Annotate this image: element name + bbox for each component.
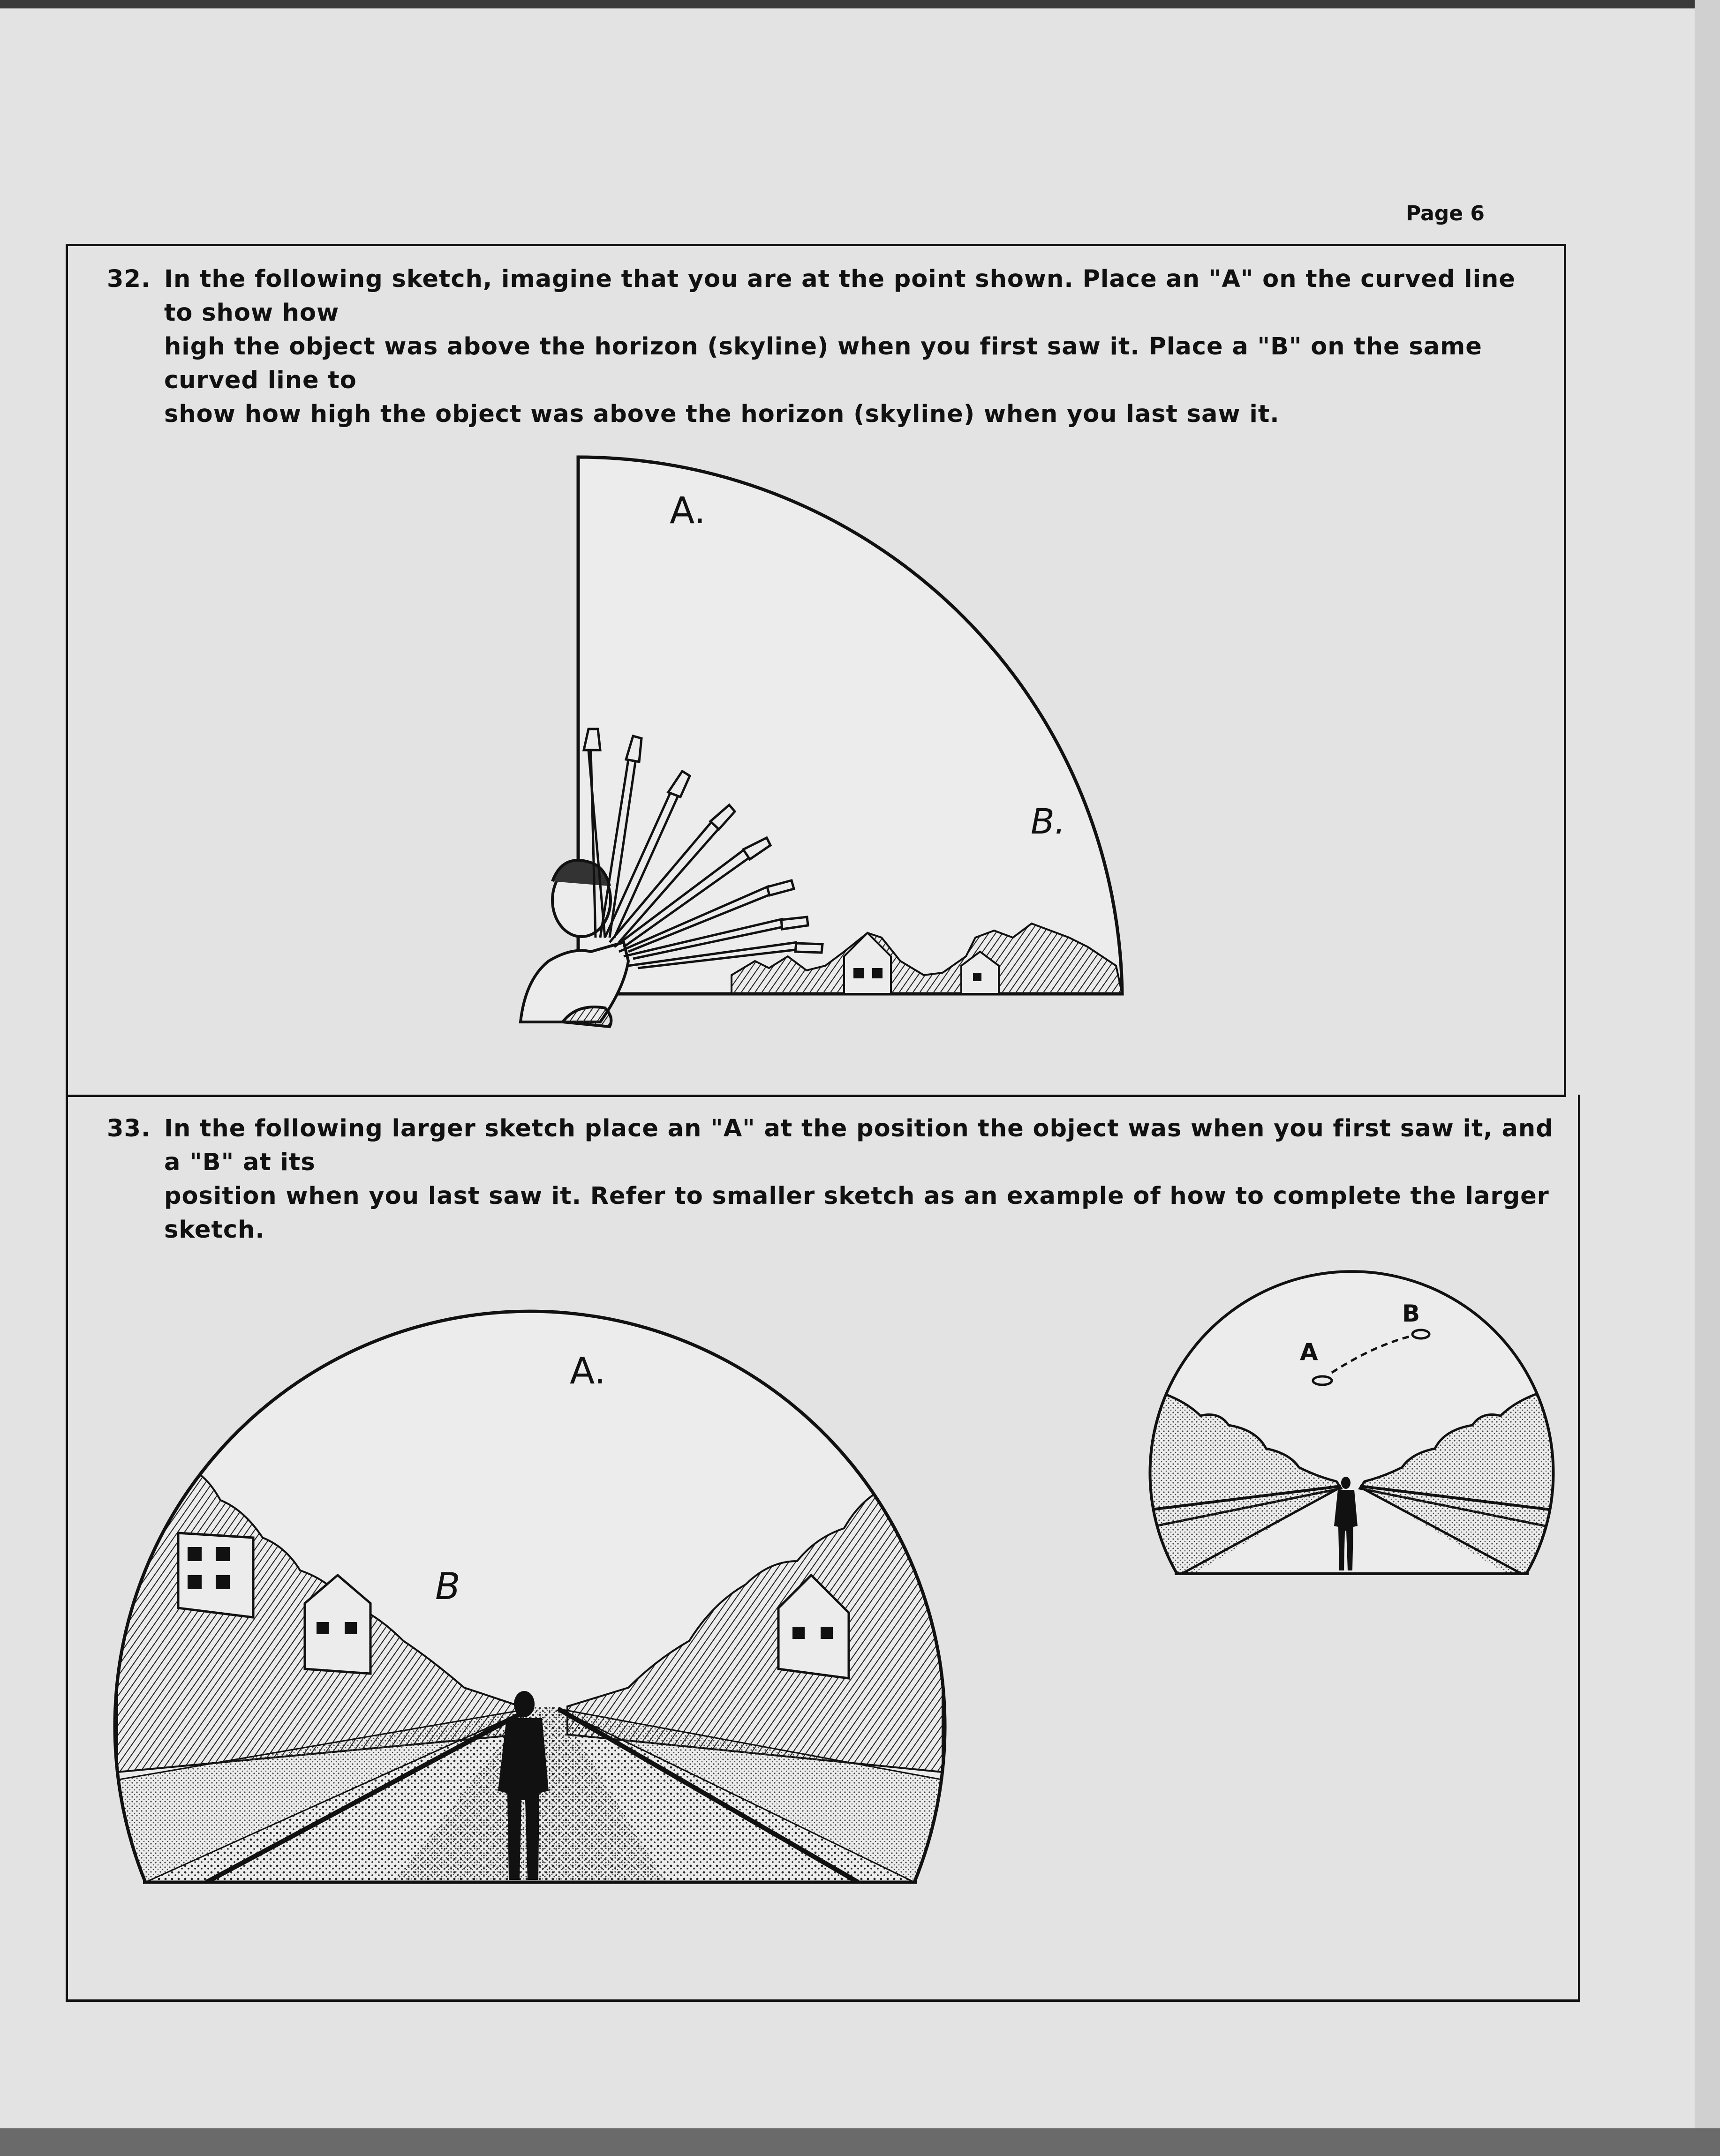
question-32-number: 32.: [107, 265, 151, 293]
q33-handwritten-a: A.: [570, 1350, 606, 1392]
q32-handwritten-a: A.: [670, 490, 706, 532]
question-33-number: 33.: [107, 1115, 151, 1142]
large-street-sketch: [108, 1311, 952, 1922]
horizon-quadrant-sketch: [521, 457, 1122, 1027]
page-number: Page 6: [1406, 202, 1485, 225]
question-32-line-2: high the object was above the horizon (skyline) when you first saw it. Place a "B" on the same curved line to: [164, 333, 1482, 394]
example-label-b: B: [1402, 1300, 1420, 1327]
example-label-a: A: [1300, 1338, 1318, 1366]
question-32-line-3: show how high the object was above the horizon (skyline) when you last saw it.: [164, 400, 1280, 428]
question-33-line-2: position when you last saw it. Refer to smaller sketch as an example of how to complete the larger sketch.: [164, 1182, 1549, 1244]
question-33-line-1: In the following larger sketch place an "A" at the position the object was when you first saw it, and a "B" at its: [164, 1115, 1554, 1176]
q33-handwritten-b: B: [435, 1566, 460, 1608]
question-32-line-1: In the following sketch, imagine that you are at the point shown. Place an "A" on the curved line to show how: [164, 265, 1516, 327]
q32-handwritten-b: B.: [1031, 802, 1066, 842]
example-street-sketch: [1144, 1271, 1557, 1603]
